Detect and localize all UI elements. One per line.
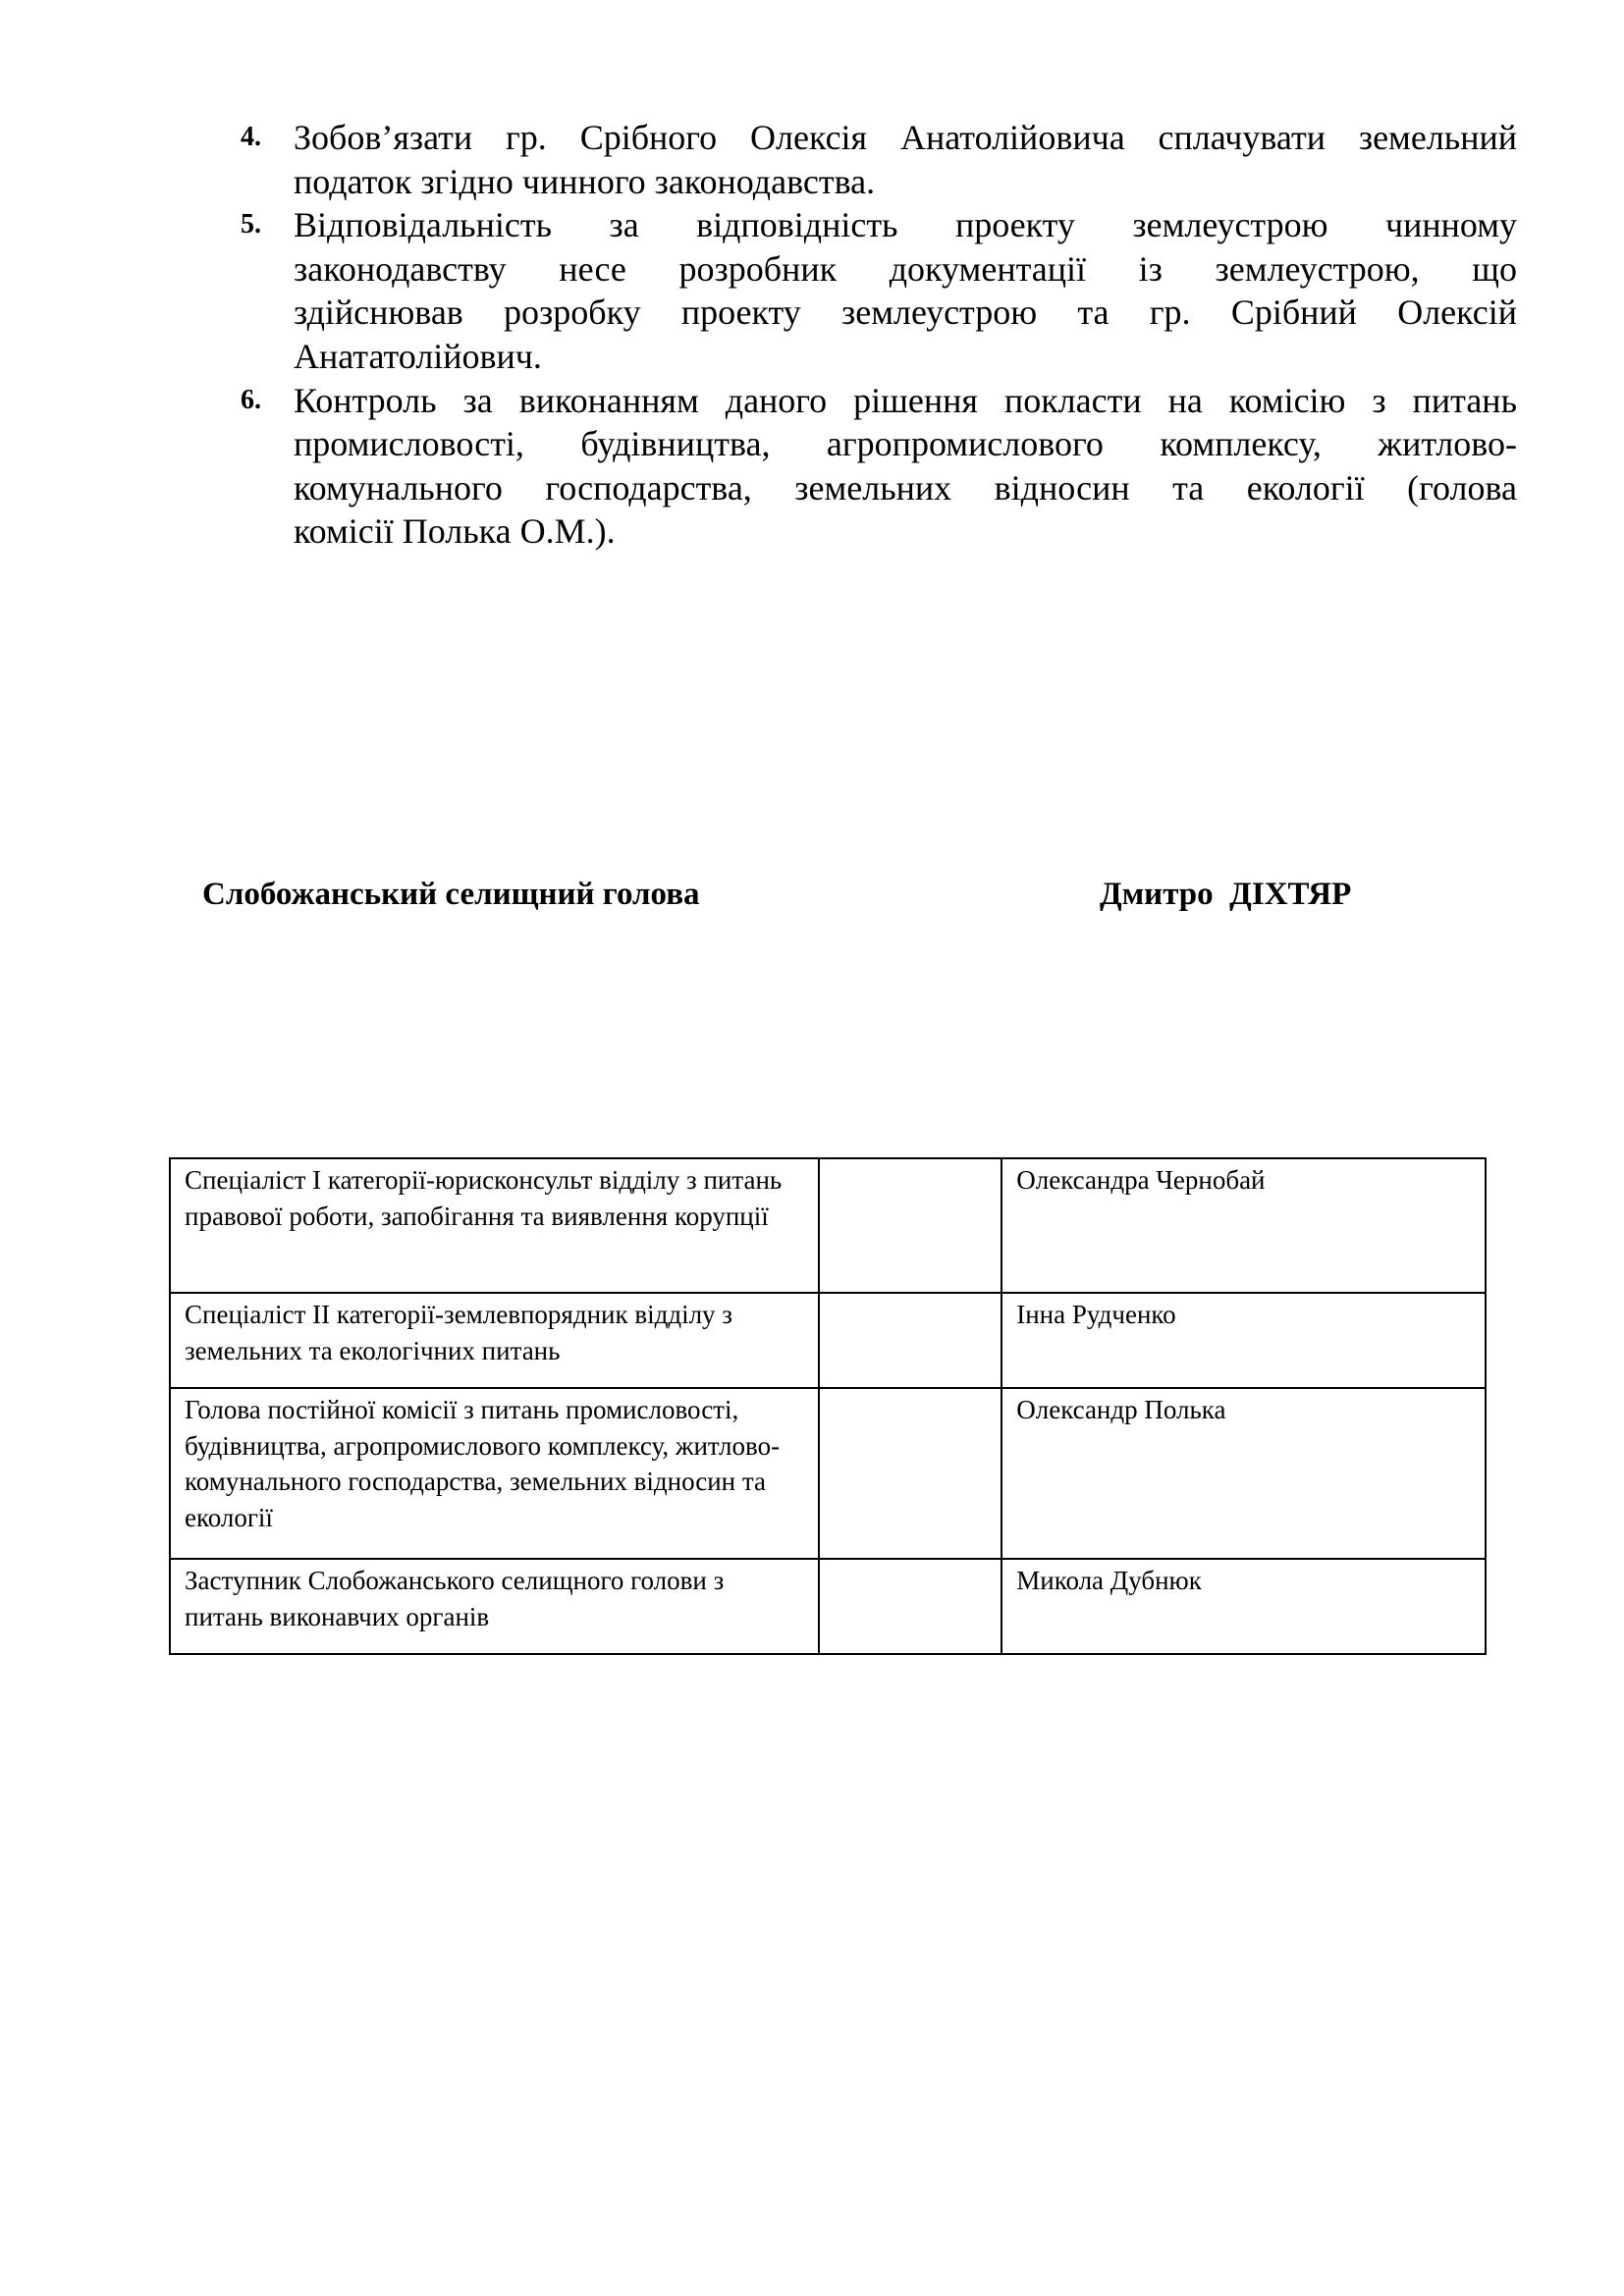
item-text-line: податок згідно чинного законодавства.	[294, 161, 876, 201]
table-row	[170, 1158, 1486, 1293]
position-cell: Голова постійної комісії з питань промисловості, будівництва, агропромислового комплексу, житлово-комунального господарства, земельних відносин та екології	[170, 1388, 819, 1559]
item-text	[294, 203, 1517, 378]
item-text-line: Контроль за виконанням даного рішення покласти на комісію з питань	[294, 380, 1517, 420]
item-text	[294, 379, 1517, 554]
item-number: 4.	[241, 122, 261, 152]
item-text-line: Анататолійович.	[294, 336, 542, 376]
position-cell: Заступник Слобожанського селищного голови з питань виконавчих органів	[170, 1559, 819, 1654]
item-text-line: законодавству несе розробник документації із землеустрою, що	[294, 248, 1517, 289]
item-text-line: Відповідальність за відповідність проекту землеустрою чинному	[294, 205, 1517, 245]
name-cell: Микола Дубнюк	[1001, 1559, 1486, 1654]
table-row	[170, 1388, 1486, 1559]
table-row	[170, 1293, 1486, 1388]
item-number: 5.	[241, 209, 261, 240]
item-text-line: здійснював розробку проекту землеустрою та гр. Срібний Олексій	[294, 293, 1517, 333]
position-cell: Спеціаліст І категорії-юрисконсульт відділу з питань правової роботи, запобігання та виявлення корупції	[170, 1158, 819, 1293]
name-cell: Інна Рудченко	[1001, 1293, 1486, 1388]
name-cell: Олександр Полька	[1001, 1388, 1486, 1559]
decision-items-list	[241, 116, 1517, 554]
signatory-name: Дмитро ДІХТЯР	[1100, 877, 1352, 912]
decision-item-6	[241, 379, 1517, 554]
signature-cell	[819, 1559, 1002, 1654]
position-cell: Спеціаліст ІІ категорії-землевпорядник відділу з земельних та екологічних питань	[170, 1293, 819, 1388]
name-cell: Олександра Чернобай	[1001, 1158, 1486, 1293]
signature-cell	[819, 1158, 1002, 1293]
item-text-line: Зобов’язати гр. Срібного Олексія Анатолійовича сплачувати земельний	[294, 118, 1517, 157]
item-text-line: промисловості, будівництва, агропромислового комплексу, житлово-	[294, 424, 1517, 464]
signatory-title: Слобожанський селищний голова	[202, 877, 700, 912]
item-text-line: комунального господарства, земельних відносин та екології (голова	[294, 467, 1517, 507]
head-signature-line	[202, 877, 1400, 926]
decision-item-5	[241, 203, 1517, 378]
item-text	[294, 116, 1517, 203]
item-text-line: комісії Полька О.М.).	[294, 511, 616, 552]
item-number: 6.	[241, 384, 261, 415]
table-row	[170, 1559, 1486, 1654]
approval-table	[169, 1157, 1487, 1655]
signature-cell	[819, 1293, 1002, 1388]
signature-cell	[819, 1388, 1002, 1559]
decision-item-4	[241, 116, 1517, 203]
